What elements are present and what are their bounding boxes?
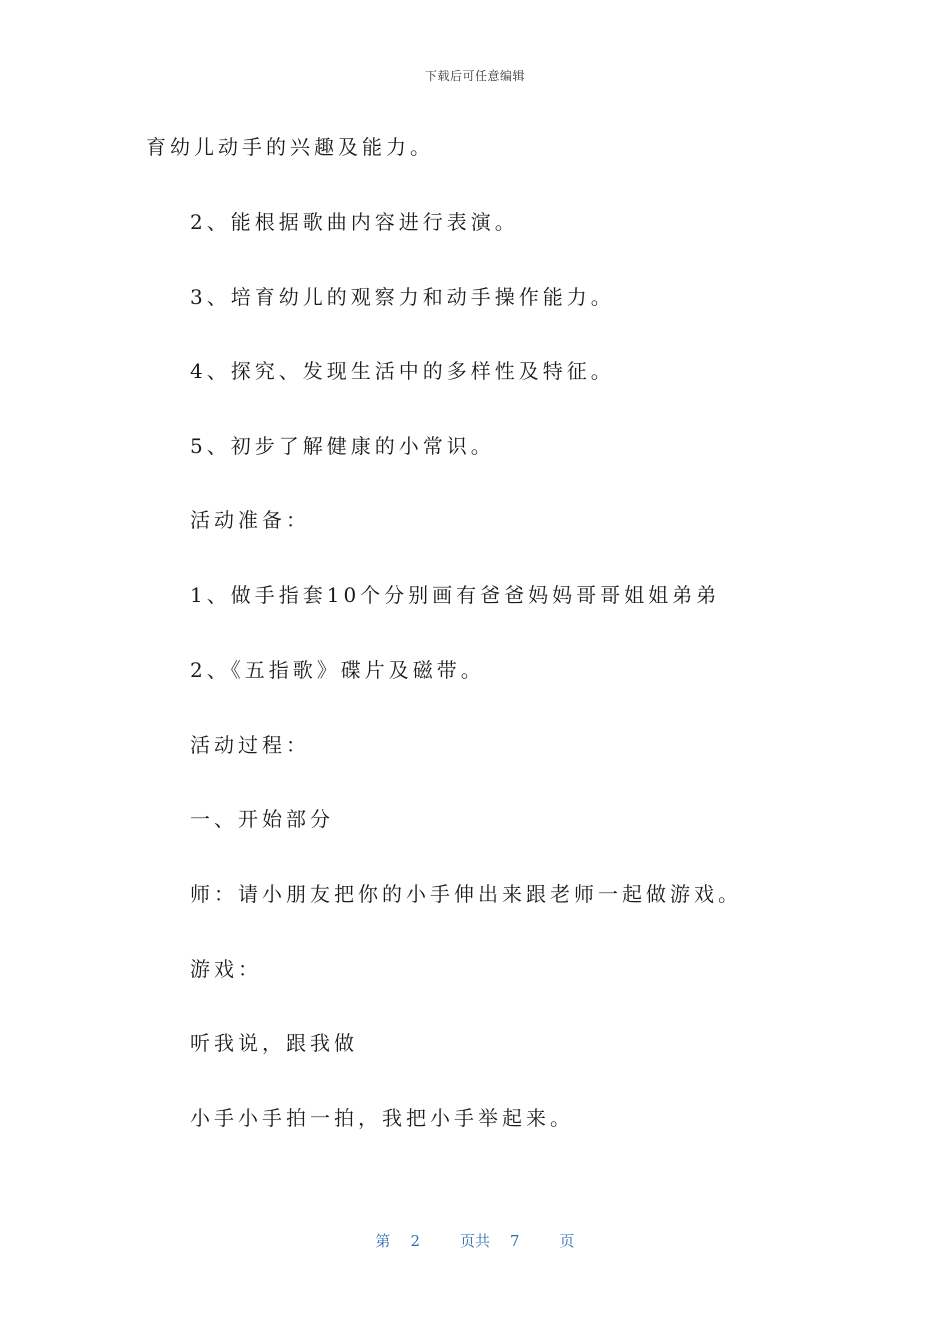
preparation-item-1: 1、做手指套10个分别画有爸爸妈妈哥哥姐姐弟弟 [190, 583, 721, 607]
footer-label-page: 第 [375, 1232, 391, 1250]
process-part-1-heading: 一、开始部分 [190, 807, 334, 831]
game-heading: 游戏： [190, 957, 262, 981]
preparation-item-2: 2、《五指歌》碟片及磁带。 [190, 658, 485, 682]
paragraph-line: 育幼儿动手的兴趣及能力。 [146, 135, 434, 159]
footer-label-of: 页共 [459, 1232, 490, 1250]
objective-item-4: 4、探究、发现生活中的多样性及特征。 [190, 359, 615, 383]
objective-item-2: 2、能根据歌曲内容进行表演。 [190, 210, 519, 234]
objective-item-5: 5、初步了解健康的小常识。 [190, 434, 495, 458]
footer-label-end: 页 [559, 1232, 575, 1250]
objective-item-3: 3、培育幼儿的观察力和动手操作能力。 [190, 285, 615, 309]
game-line-2: 小手小手拍一拍，我把小手举起来。 [190, 1106, 574, 1130]
game-line-1: 听我说，跟我做 [190, 1031, 358, 1055]
section-heading-preparation: 活动准备： [190, 508, 310, 532]
current-page-number: 2 [410, 1232, 420, 1250]
total-pages-number: 7 [510, 1232, 520, 1250]
page-footer [0, 1230, 950, 1251]
teacher-instruction: 师：请小朋友把你的小手伸出来跟老师一起做游戏。 [190, 882, 742, 906]
page-header-note: 下载后可任意编辑 [424, 69, 525, 83]
section-heading-process: 活动过程： [190, 733, 310, 757]
